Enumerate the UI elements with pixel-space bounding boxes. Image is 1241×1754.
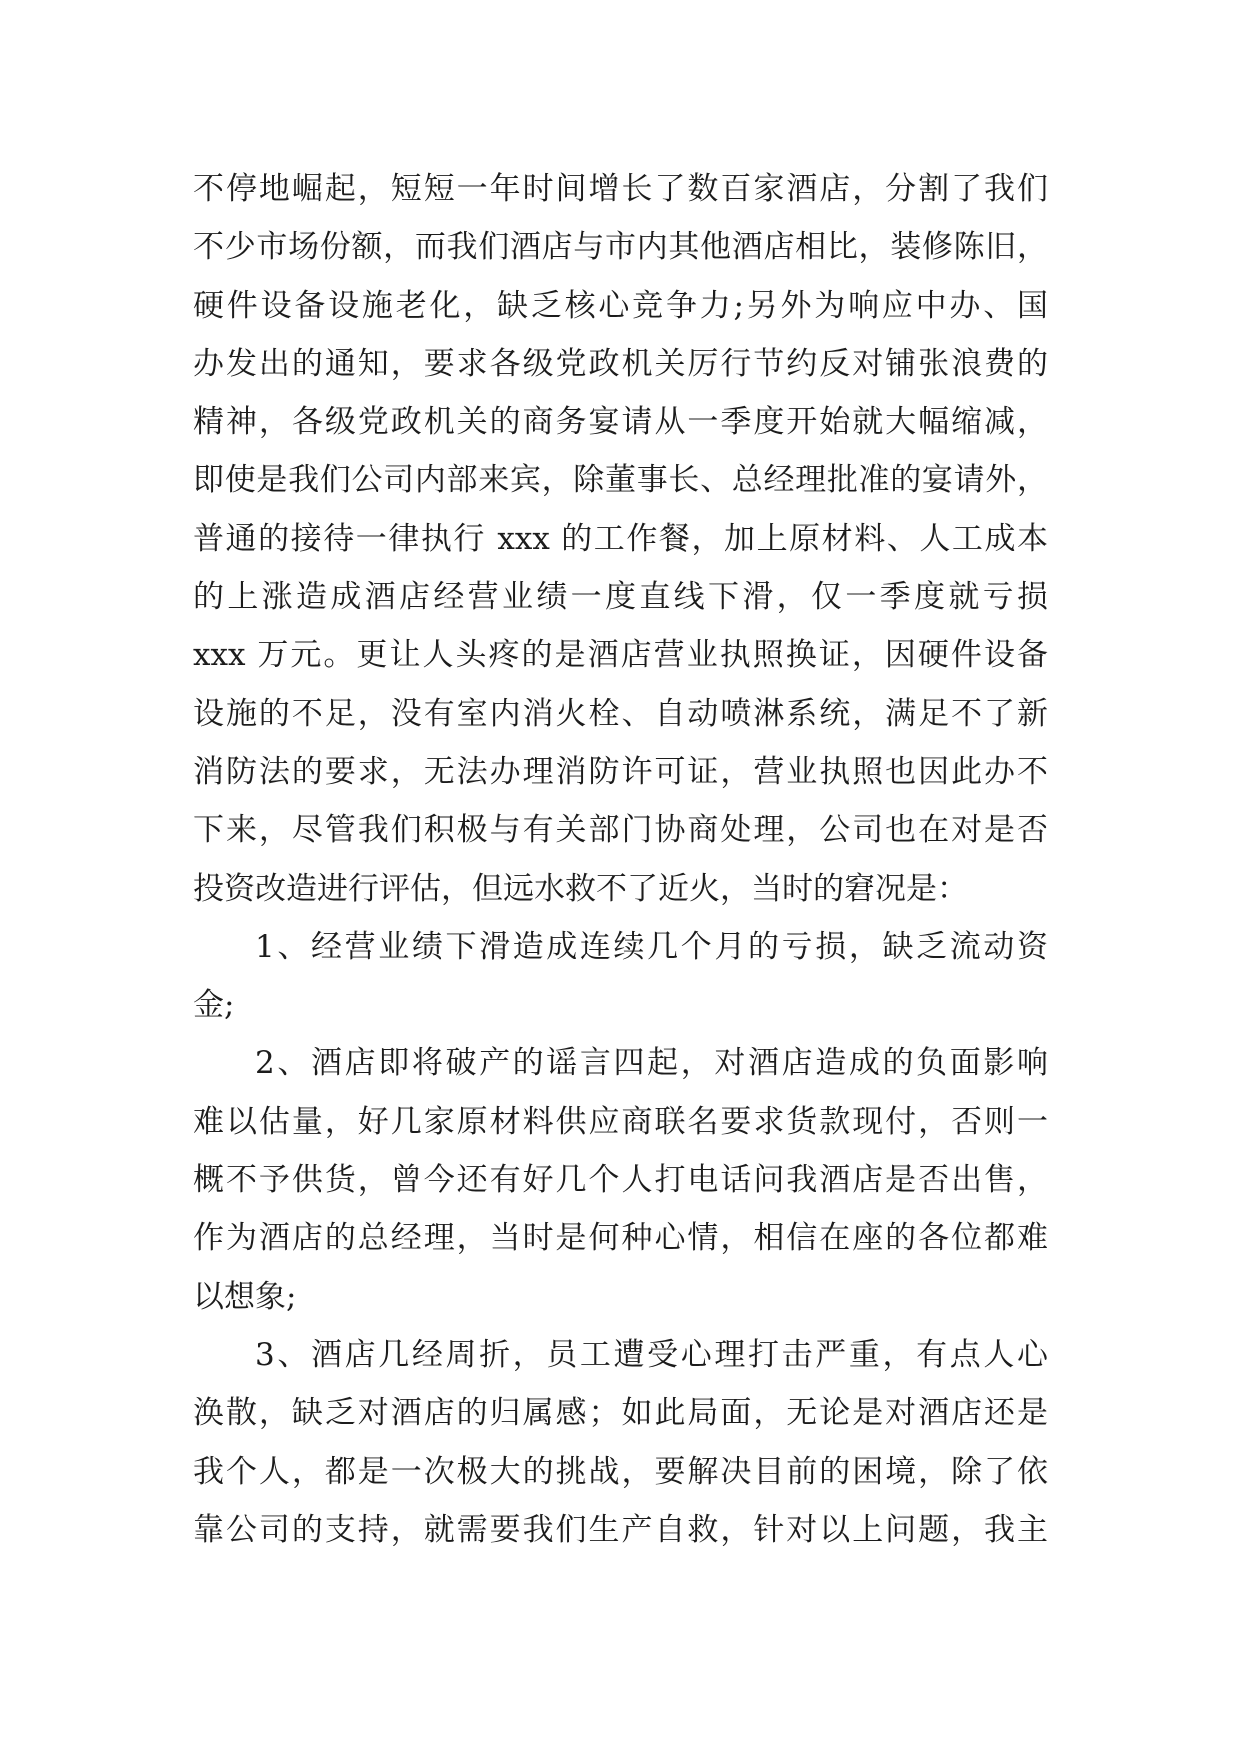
list-item-2-line: 难以估量，好几家原材料供应商联名要求货款现付，否则一 xyxy=(193,1103,1048,1140)
text-line: 不停地崛起，短短一年时间增长了数百家酒店，分割了我们 xyxy=(193,171,1048,207)
text-line: 投资改造进行评估，但远水救不了近火，当时的窘况是： xyxy=(193,870,968,907)
list-item-2-line: 2、酒店即将破产的谣言四起，对酒店造成的负面影响 xyxy=(255,1045,1048,1082)
text-line: 的上涨造成酒店经营业绩一度直线下滑，仅一季度就亏损 xyxy=(193,579,1048,616)
list-item-3-line: 3、酒店几经周折，员工遭受心理打击严重，有点人心 xyxy=(255,1336,1048,1373)
text-line: 精神，各级党政机关的商务宴请从一季度开始就大幅缩减， xyxy=(193,404,1048,441)
text-line: xxx 万元。更让人头疼的是酒店营业执照换证，因硬件设备 xyxy=(193,637,1048,674)
list-item-2-line: 作为酒店的总经理，当时是何种心情，相信在座的各位都难 xyxy=(193,1220,1048,1257)
text-line: 不少市场份额，而我们酒店与市内其他酒店相比，装修陈旧， xyxy=(193,229,1048,266)
text-line: 下来，尽管我们积极与有关部门协商处理，公司也在对是否 xyxy=(193,812,1048,849)
list-item-3-line: 我个人，都是一次极大的挑战，要解决目前的困境，除了依 xyxy=(193,1453,1048,1490)
text-line: 普通的接待一律执行 xxx 的工作餐，加上原材料、人工成本 xyxy=(193,520,1048,557)
text-line: 消防法的要求，无法办理消防许可证，营业执照也因此办不 xyxy=(193,753,1048,790)
list-item-2-line: 以想象; xyxy=(193,1278,297,1315)
text-line: 设施的不足，没有室内消火栓、自动喷淋系统，满足不了新 xyxy=(193,695,1048,732)
list-item-2-line: 概不予供货，曾今还有好几个人打电话问我酒店是否出售， xyxy=(193,1162,1048,1199)
list-item-3-line: 涣散，缺乏对酒店的归属感；如此局面，无论是对酒店还是 xyxy=(193,1395,1048,1432)
text-line: 办发出的通知，要求各级党政机关厉行节约反对铺张浪费的 xyxy=(193,345,1048,382)
list-item-1-line: 1、经营业绩下滑造成连续几个月的亏损，缺乏流动资 xyxy=(255,928,1048,965)
list-item-1-line: 金; xyxy=(193,987,235,1024)
text-line: 即使是我们公司内部来宾，除董事长、总经理批准的宴请外， xyxy=(193,462,1048,499)
text-line: 硬件设备设施老化，缺乏核心竞争力;另外为响应中办、国 xyxy=(193,287,1048,324)
document-body xyxy=(193,160,1048,1559)
list-item-3-line: 靠公司的支持，就需要我们生产自救，针对以上问题，我主 xyxy=(193,1511,1048,1548)
